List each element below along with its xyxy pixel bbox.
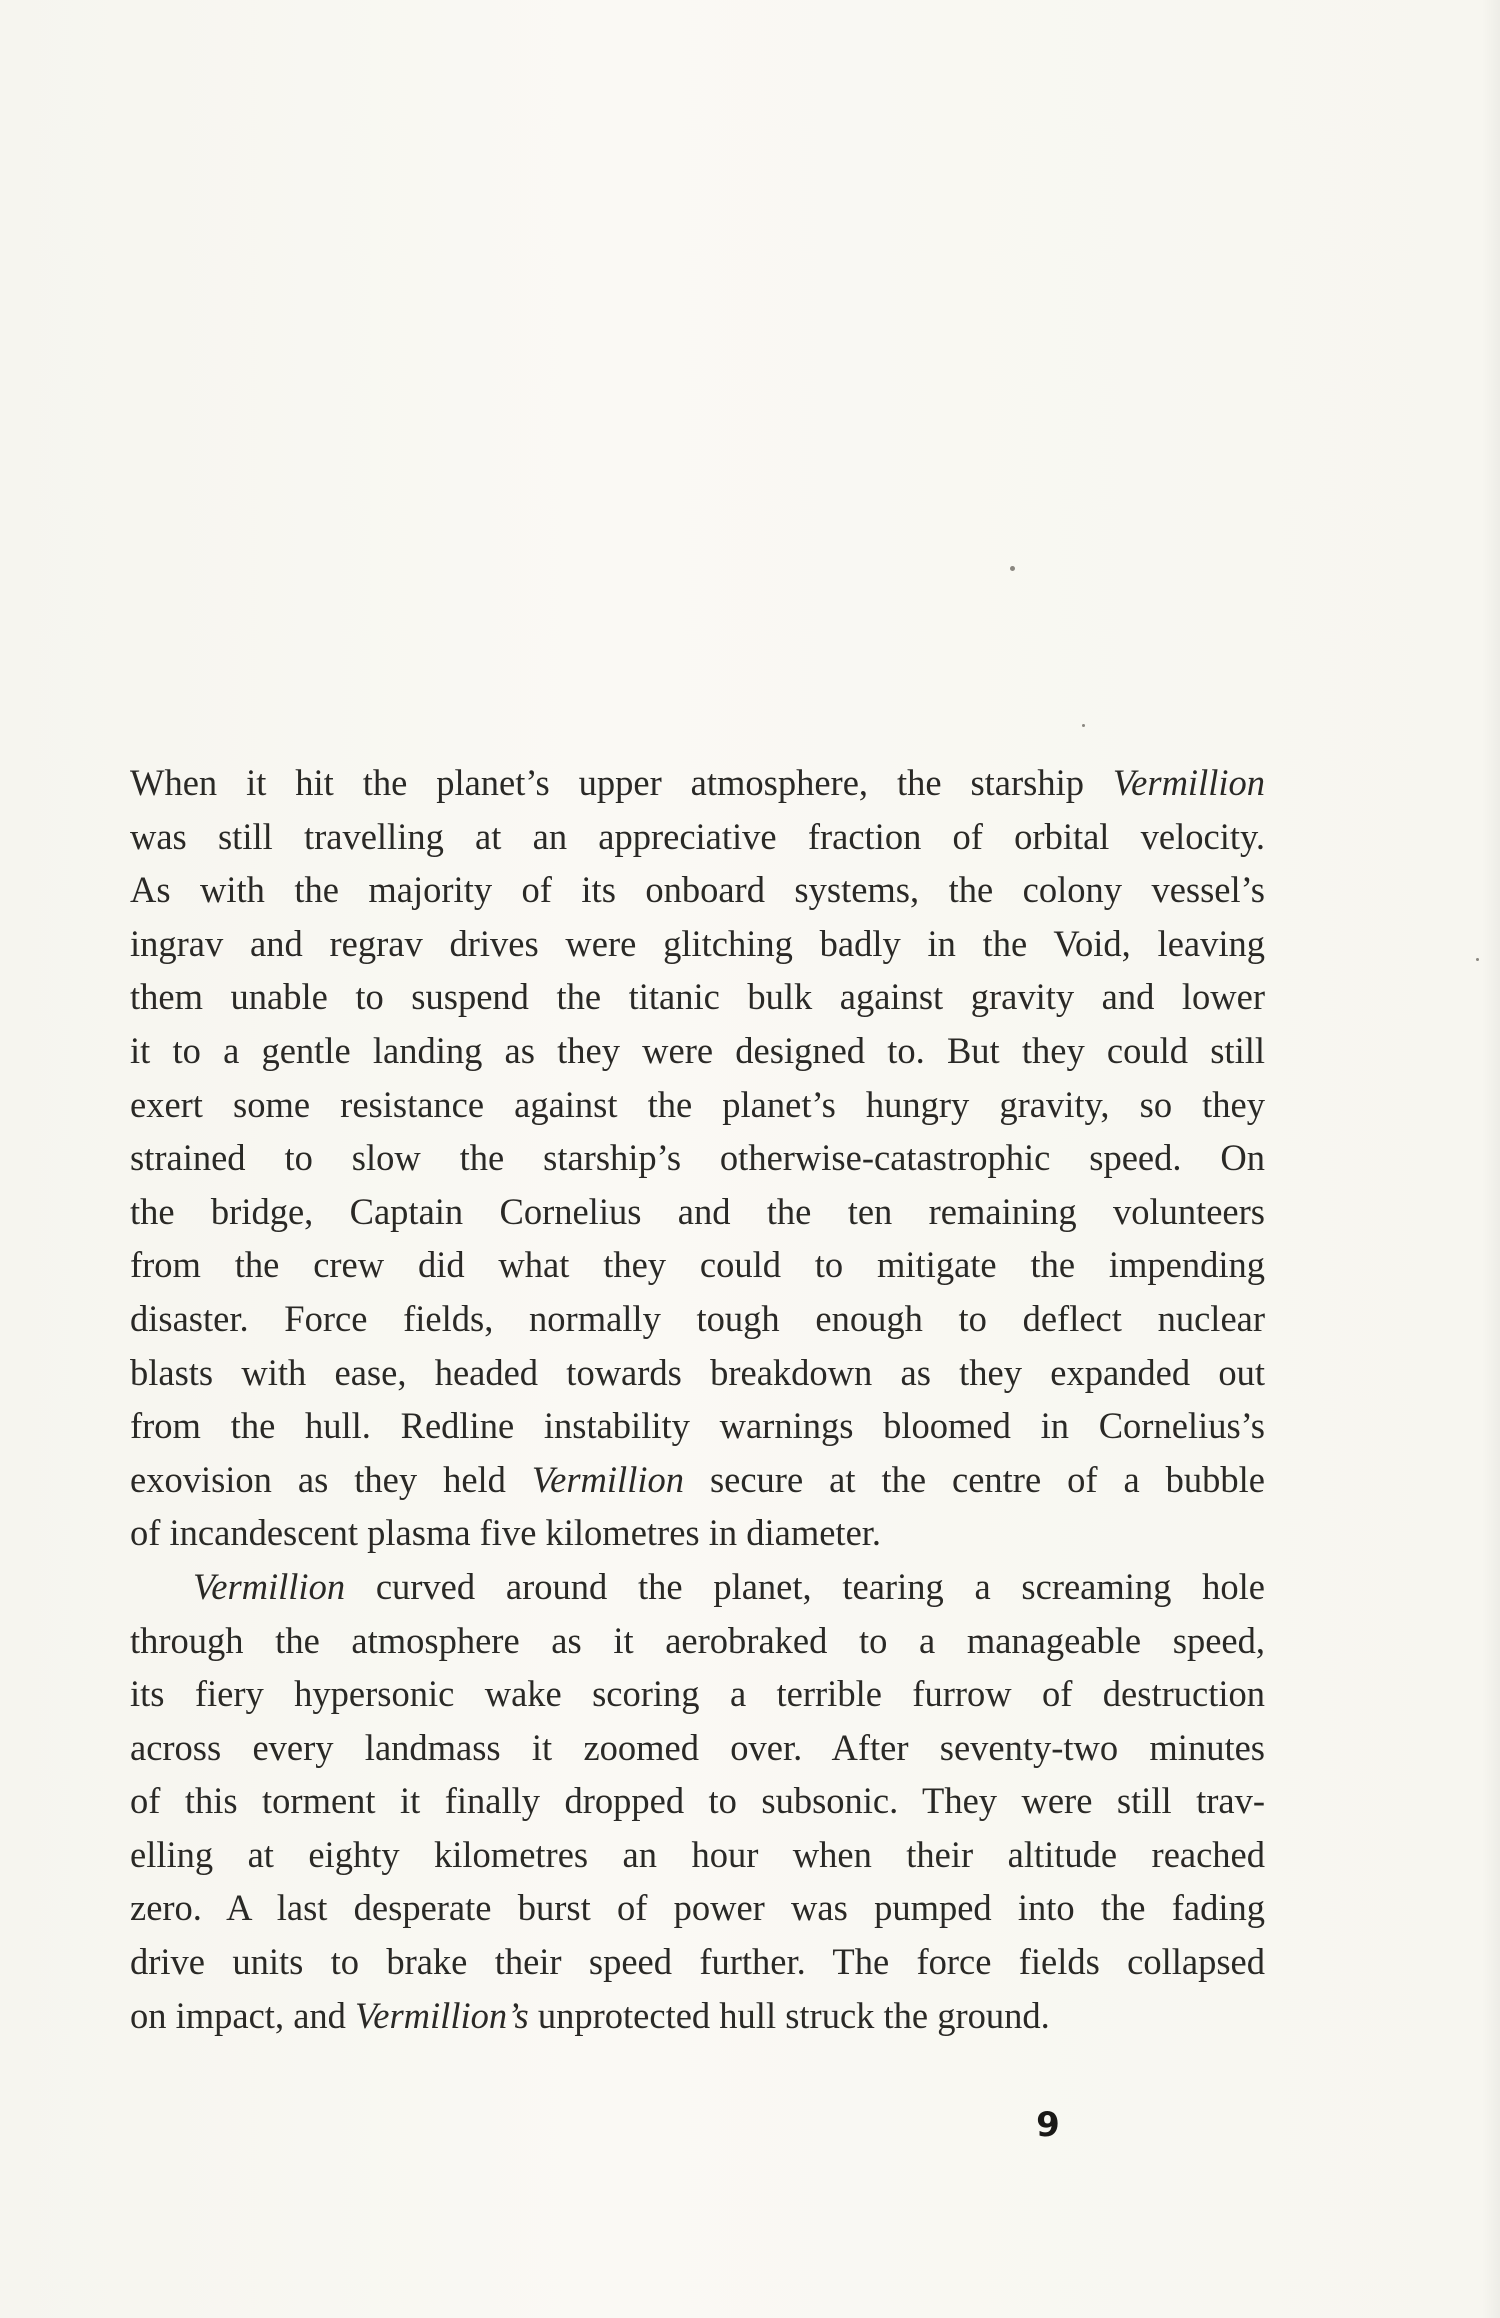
text-run: on impact, and (130, 1994, 356, 2036)
text-run: curved around the planet, tearing a screaming hole (345, 1565, 1265, 1607)
text-line (130, 1989, 1265, 2043)
paragraph (130, 756, 1265, 1560)
text-run: from the crew did what they could to mitigate the impending (130, 1244, 1265, 1286)
page-number: 9 (1036, 2105, 1060, 2145)
text-line (130, 1935, 1265, 1989)
text-line (130, 810, 1265, 864)
text-run: drive units to brake their speed further. The force fields collapsed (130, 1941, 1265, 1983)
text-run: of this torment it finally dropped to subsonic. They were still trav- (130, 1780, 1265, 1822)
text-run: the bridge, Captain Cornelius and the ten remaining volunteers (130, 1190, 1265, 1232)
text-run: it to a gentle landing as they were designed to. But they could still (130, 1029, 1265, 1071)
text-run: zero. A last desperate burst of power was pumped into the fading (130, 1887, 1265, 1929)
text-line (130, 1346, 1265, 1400)
text-line (130, 1881, 1265, 1935)
text-run: was still travelling at an appreciative fraction of orbital velocity. (130, 815, 1265, 857)
text-run: through the atmosphere as it aerobraked to a manageable speed, (130, 1619, 1265, 1661)
text-line (130, 1238, 1265, 1292)
text-run: strained to slow the starship’s otherwise-catastrophic speed. On (130, 1137, 1265, 1179)
italic-ship-name: Vermillion (193, 1565, 346, 1607)
text-run: disaster. Force fields, normally tough enough to deflect nuclear (130, 1297, 1265, 1339)
text-run: As with the majority of its onboard systems, the colony vessel’s (130, 869, 1265, 911)
text-run: its fiery hypersonic wake scoring a terrible furrow of destruction (130, 1673, 1265, 1715)
scan-speck (1476, 958, 1479, 961)
scan-shadow (1482, 0, 1500, 2318)
italic-ship-name: Vermillion’s (355, 1994, 529, 2036)
text-line (130, 970, 1265, 1024)
text-line (130, 1453, 1265, 1507)
text-line (130, 1024, 1265, 1078)
text-run: elling at eighty kilometres an hour when their altitude reached (130, 1833, 1265, 1875)
text-line (130, 1292, 1265, 1346)
text-line (130, 1614, 1265, 1668)
body-text (130, 756, 1265, 2042)
text-line (130, 756, 1265, 810)
text-line (130, 1399, 1265, 1453)
text-line (130, 917, 1265, 971)
text-run: exert some resistance against the planet’s hungry gravity, so they (130, 1083, 1265, 1125)
text-line (130, 1078, 1265, 1132)
text-run: from the hull. Redline instability warnings bloomed in Cornelius’s (130, 1405, 1265, 1447)
text-run: When it hit the planet’s upper atmosphere, the starship (130, 762, 1113, 803)
text-line (130, 1721, 1265, 1775)
text-line (130, 1185, 1265, 1239)
scan-speck (1010, 566, 1015, 571)
text-run: unprotected hull struck the ground. (528, 1994, 1050, 2036)
text-run: them unable to suspend the titanic bulk against gravity and lower (130, 976, 1265, 1018)
text-line (130, 1828, 1265, 1882)
paragraph (130, 1560, 1265, 2042)
italic-ship-name: Vermillion (1112, 762, 1265, 803)
text-line (130, 1774, 1265, 1828)
scan-speck (1082, 724, 1085, 727)
text-line (130, 1560, 1265, 1614)
text-line (130, 1506, 1265, 1560)
text-run: secure at the centre of a bubble (683, 1458, 1265, 1500)
text-run: exovision as they held (130, 1458, 532, 1500)
text-line (130, 1667, 1265, 1721)
italic-ship-name: Vermillion (531, 1458, 684, 1500)
text-line (130, 1131, 1265, 1185)
text-run: ingrav and regrav drives were glitching badly in the Void, leaving (130, 922, 1265, 964)
text-run: of incandescent plasma five kilometres in diameter. (130, 1512, 882, 1554)
text-run: across every landmass it zoomed over. After seventy-two minutes (130, 1726, 1265, 1768)
text-run: blasts with ease, headed towards breakdown as they expanded out (130, 1351, 1265, 1393)
text-line (130, 863, 1265, 917)
